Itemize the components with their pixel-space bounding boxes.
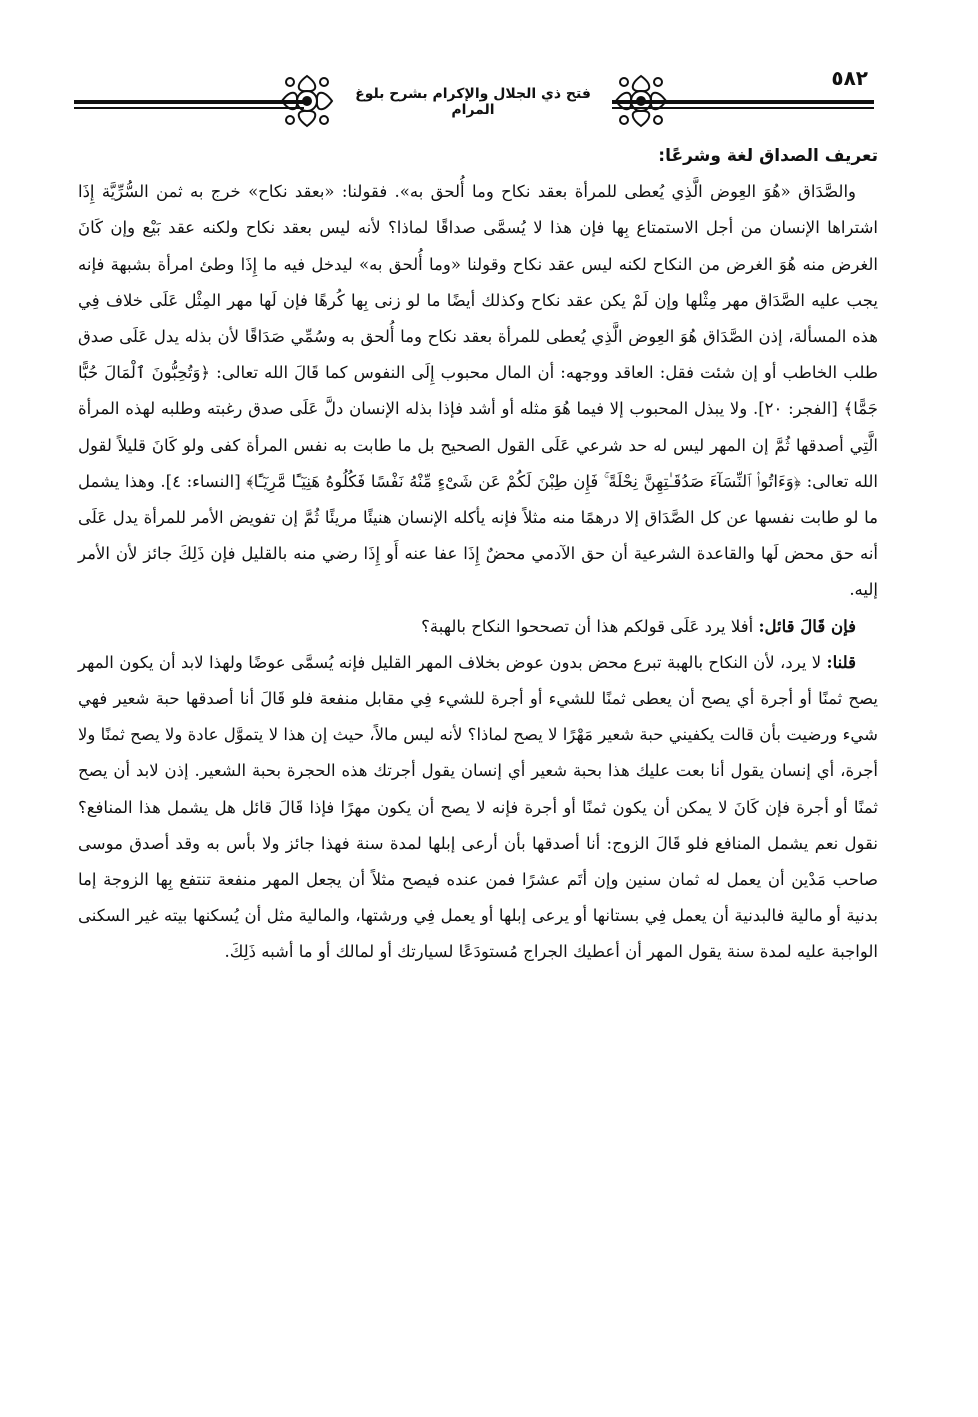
page-header	[70, 62, 874, 142]
paragraph-answer	[78, 645, 878, 971]
page-body	[78, 138, 878, 971]
ornament-left-icon	[278, 70, 336, 132]
section-title: تعريف الصداق لغة وشرعًا:	[658, 146, 878, 166]
paragraph-definition: والصَّدَاق «هُوَ العِوض الَّذِي يُعطى للمرأة بعقد نكاح وما أُلحق به». فقولنا: «بعقد نكاح» خرج به ثمن السُّرِّيَّة إِذَا اشتراها الإنسان من أجل الاستمتاع بِها فإن هذا لا يُسمَّى صداقًا لماذا؟ لأنه ليس بعقد نكاح ولكنه عقد بَيْع وإن كَانَ الغرض منه هُوَ الغرض من النكاح لكنه ليس عقد نكاح وقولنا «وما أُلحق به» ليدخل فيه ما إِذَا وطئ امرأة بشبهة فإنه يجب عليه الصَّدَاق مهر مِثْلها وإن لَمْ يكن عقد نكاح وكذلك أيضًا ما لو زنى بِها كُرهًا فإن لَها مهر المِثْل عَلَى خلاف فِي هذه المسألة، إذن الصَّدَاق هُوَ العِوض الَّذِي يُعطى للمرأة بعقد نكاح وما أُلحق به وسُمِّي صَدَاقًا لأن بذله يدل عَلَى صدق طلب الخاطب أو إن شئت فقل: العاقد ووجهه: أن المال محبوب إِلَى النفوس كما قَالَ الله تعالى: ﴿وَتُحِبُّونَ ٱلْمَالَ حُبًّا جَمًّا﴾ [الفجر: ٢٠]. ولا يبذل المحبوب إلا فيما هُوَ مثله أو أشد فإذا بذله الإنسان دلَّ عَلَى صدق رغبته وطلبه لهذه المرأة الَّتِي أصدقها ثُمَّ إن المهر ليس له حد شرعي عَلَى القول الصحيح بل ما طابت به نفس المرأة كفى ولو كَانَ قليلاً لقول الله تعالى: ﴿وَءَاتُوا۟ ٱلنِّسَآءَ صَدُقَـٰتِهِنَّ نِحْلَةً ۚ فَإِن طِبْنَ لَكُمْ عَن شَىْءٍ مِّنْهُ نَفْسًا فَكُلُوهُ هَنِيٓـًٔا مَّرِيٓـًٔا﴾ [النساء: ٤]. وهذا يشمل ما لو طابت نفسها عن كل الصَّدَاق إلا درهمًا منه مثلاً فإنه يأكله الإنسان هنيئًا مريئًا ثُمَّ إن تفويض الأمر للمرأة يدل عَلَى أنه حق محض لَها والقاعدة الشرعية أن حق الآدمي محضٌ إِذَا عفا عنه أَو إِذَا رضي منه بالقليل فإن ذَلِكَ جائز لأن الأمر إليه.	[78, 182, 879, 600]
paragraph-objection	[78, 609, 878, 645]
objection-text: أفلا يرد عَلَى قولكم هذا أن تصححوا النكاح بالهبة؟	[421, 616, 759, 636]
book-title: فتح ذي الجلال والإكرام بشرح بلوغ المرام	[355, 86, 591, 118]
header-rule-left	[74, 100, 304, 114]
answer-text: لا يرد، لأن النكاح بالهبة تبرع محض بدون عوض بخلاف المهر القليل فإنه يُسمَّى عوضًا ولهذا لابد أن يكون المهر يصح ثمنًا أو أجرة أي يصح أن يعطى ثمنًا للشيء أو أجرة للشيء فِي مقابل منفعة فلو قَالَ أنا أصدقها حبة شعير فهي شيء ورضيت بأن قالت يكفيني حبة شعير مَهْرًا لا يصح لماذا؟ لأنه ليس مالاً، حيث إن هذا لا يتموَّل عادة ولا يصح ثمنًا ولا أجرة، أي إنسان يقول أنا بعت عليك هذا بحبة شعير أي إنسان يقول أجرتك هذه الحجرة بحبة الشعير. إذن لابد أن يصح ثمنًا أو أجرة فإن كَانَ لا يمكن أن يكون ثمنًا أو أجرة فإنه لا يصح أن يكون مهرًا فإذا قَالَ قائل هل يشمل هذا المنافع؟ نقول نعم يشمل المنافع فلو قَالَ الزوج: أنا أصدقها بأن أرعى إبلها لمدة سنة فهذا جائز ولا بأس به وقد أصدق موسى صاحب مَدْين أن يعمل له ثمان سنين وإن أتَم عشرًا فمن عنده فيصح مثلاً أن يجعل المهر منفعة تنتفع بِها الزوجة إما بدنية أو مالية فالبدنية أن يعمل فِي بستانها أو يرعى إبلها أو يعمل فِي ورشتها، والمالية مثل أن يُسكنها بيته غير السكنى الواجبة عليه لمدة سنة يقول المهر أن أعطيك الجراج مُستودَعًا لسيارتك أو لمالك أو ما أشبه ذَلِكَ.	[78, 652, 878, 962]
ornament-right-icon	[612, 70, 670, 132]
page-number: ٥٨٢	[831, 66, 868, 90]
answer-lead: قلنا:	[826, 652, 856, 672]
objection-lead: فإن قَالَ قائل:	[758, 616, 856, 636]
